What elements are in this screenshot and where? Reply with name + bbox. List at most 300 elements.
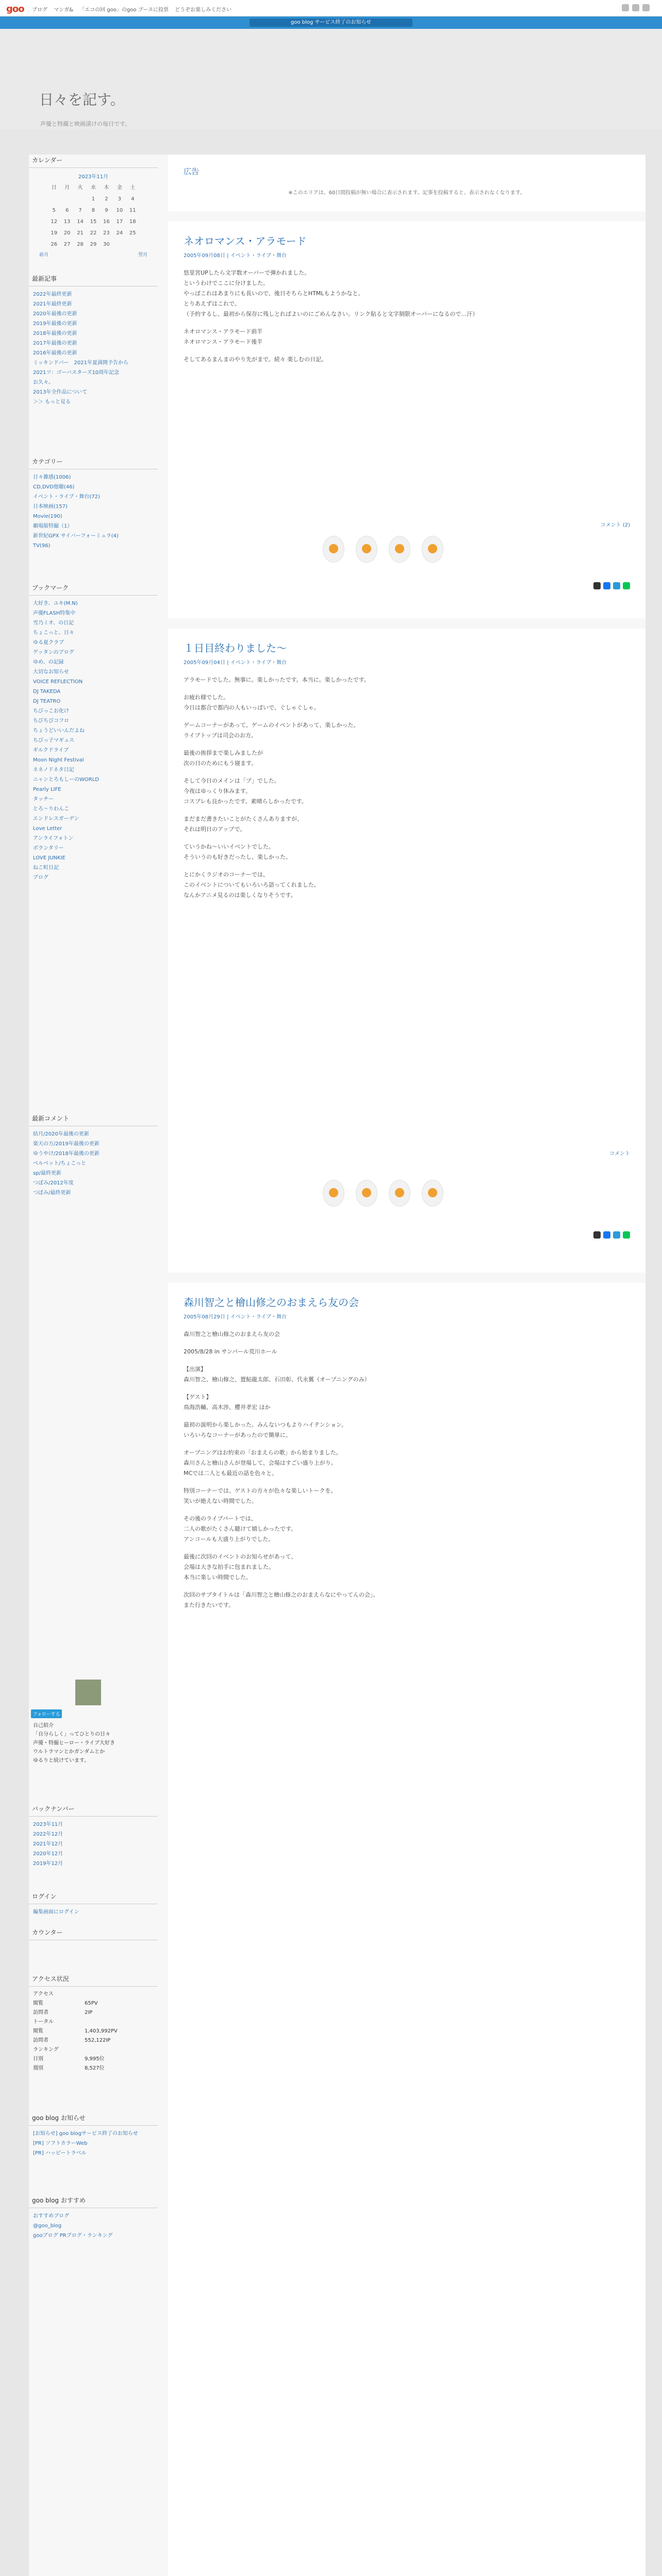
recent-post <box>29 378 158 387</box>
reaction-button[interactable] <box>356 1180 377 1207</box>
recommend-item <box>29 2211 158 2221</box>
x-share-icon[interactable] <box>593 582 601 589</box>
recent-post-link[interactable]: 2019年最後の更新 <box>33 321 77 327</box>
widget-heading: カレンダー <box>29 155 158 168</box>
counter-widget <box>29 1927 158 1943</box>
bookmark-item <box>29 804 158 814</box>
recommend-item <box>29 2231 158 2241</box>
content-wrapper <box>29 155 646 2576</box>
access-widget <box>29 1973 158 2073</box>
profile-widget <box>29 1680 158 1768</box>
bookmark-item-link[interactable]: ブログ <box>33 875 48 880</box>
widget-heading: 最新コメント <box>29 1113 158 1126</box>
reaction-icon <box>329 544 338 553</box>
login-widget <box>29 1891 158 1917</box>
calendar-month: 2023年11月 <box>78 174 109 180</box>
calendar-day[interactable] <box>113 240 125 250</box>
recent-post <box>29 309 158 319</box>
comment-item <box>29 1168 158 1178</box>
calendar-weekday: 水 <box>90 185 96 191</box>
calendar-weekday: 金 <box>117 185 122 191</box>
recommend-item-link[interactable]: おすすめブログ <box>33 2213 70 2219</box>
bookmark-item <box>29 834 158 843</box>
calendar-day[interactable]: 23 <box>103 230 110 236</box>
category-item-link[interactable]: イベント・ライブ・舞台(72) <box>33 494 100 500</box>
calendar-day[interactable] <box>48 194 60 205</box>
x-share-icon[interactable] <box>593 1231 601 1239</box>
recent-post-link[interactable]: 2021ツ：ゴーバスターズ10周年記念 <box>33 370 120 376</box>
backnumber-item-link[interactable]: 2021年12月 <box>33 1841 63 1847</box>
entry-paragraph: 【ゲスト】 鳥海浩輔、高木渉、櫻井孝宏 ほか <box>184 1394 271 1411</box>
bookmark-item <box>29 726 158 736</box>
bookmark-item-link[interactable]: アンライフォトン <box>33 836 74 841</box>
calendar-day[interactable] <box>74 194 86 205</box>
recommend-item-link[interactable]: gooブログ PRブログ・ランキング <box>33 2233 113 2239</box>
hatena-share-icon[interactable] <box>613 1231 620 1239</box>
global-link[interactable]: 「エコの回 goo」のgoo ブースに投票 <box>79 7 169 13</box>
category-item <box>29 521 158 531</box>
calendar-day[interactable]: 20 <box>63 230 71 236</box>
recommend-item-link[interactable]: @goo_blog <box>33 2223 62 2229</box>
reaction-icon <box>395 544 404 553</box>
bookmark-item-link[interactable]: ちびっこお化け <box>33 708 69 714</box>
bookmark-item <box>29 745 158 755</box>
bookmark-item-link[interactable]: Love Letter <box>33 826 62 832</box>
comment-item <box>29 1188 158 1198</box>
recent-post-link[interactable]: 2013年全作品について <box>33 389 88 395</box>
next-month-link[interactable]: 翌月 <box>138 252 147 258</box>
menu-icon[interactable] <box>642 4 650 11</box>
line-share-icon[interactable] <box>623 582 630 589</box>
global-link[interactable]: マンガ& <box>54 7 73 13</box>
calendar-day[interactable] <box>127 240 139 250</box>
recent-post <box>29 358 158 368</box>
backnumber-widget <box>29 1803 158 1869</box>
entry-paragraph: とにかくラジオのコーナーでは、 このイベントについてもいろいろ語ってくれました。 なんかアニメ見るのは楽しくなりそうです。 <box>184 871 320 899</box>
category-item-link[interactable]: TV(96) <box>33 543 51 549</box>
goo-notice-item-link[interactable]: [お知らせ] goo blogサービス終了のお知らせ <box>33 2131 138 2137</box>
bookmark-item <box>29 657 158 667</box>
comment-item <box>29 1129 158 1139</box>
category-item <box>29 482 158 492</box>
category-item-link[interactable]: CD,DVD他聴(46) <box>33 484 75 490</box>
access-row <box>29 2027 158 2036</box>
comments-link[interactable]: コメント (2) <box>600 522 630 528</box>
calendar-day[interactable] <box>61 194 73 205</box>
bookmark-item <box>29 853 158 863</box>
access-label: アクセス <box>33 1991 54 1997</box>
widget-heading: アクセス状況 <box>29 1973 158 1987</box>
calendar-day[interactable]: 28 <box>77 242 84 247</box>
backnumber-item-link[interactable]: 2022年12月 <box>33 1832 63 1837</box>
calendar-day[interactable]: 16 <box>103 219 110 225</box>
widget-heading: ブックマーク <box>29 582 158 596</box>
access-row <box>29 2064 158 2073</box>
bookmark-item <box>29 667 158 677</box>
comments-link[interactable]: コメント <box>609 1151 630 1157</box>
access-row <box>29 2055 158 2064</box>
calendar-weekday: 木 <box>104 185 109 191</box>
bell-icon[interactable] <box>632 4 639 11</box>
facebook-share-icon[interactable] <box>603 582 610 589</box>
calendar-weekday: 火 <box>77 185 83 191</box>
access-value: 9,995位 <box>85 2056 105 2062</box>
comment-item-link[interactable]: つぼみ/最終更新 <box>33 1190 71 1196</box>
entry-title[interactable]: ネオロマンス・アラモード <box>184 235 307 247</box>
access-label: 訪問者 <box>33 2038 48 2043</box>
category-item-link[interactable]: 劇場版特撮（1） <box>33 523 73 529</box>
entry-1 <box>168 222 646 618</box>
calendar-day[interactable]: 11 <box>129 208 136 213</box>
recent-post-link[interactable]: 2020年最後の更新 <box>33 311 77 317</box>
bookmark-item-link[interactable]: ゲッタンのブログ <box>33 650 74 655</box>
reaction-icon <box>362 1188 371 1197</box>
bookmark-item <box>29 794 158 804</box>
calendar-day[interactable]: 1 <box>91 196 95 202</box>
entry-title[interactable]: １日目終わりました～ <box>184 642 287 654</box>
comment-item-link[interactable]: sp/最終更新 <box>33 1171 61 1176</box>
access-value: 552,122IP <box>85 2038 111 2043</box>
blog-header <box>0 29 662 130</box>
calendar-day[interactable]: 10 <box>116 208 123 213</box>
recent-post-link[interactable]: 2021年最終更新 <box>33 301 72 307</box>
bookmark-item <box>29 618 158 628</box>
share-buttons <box>593 582 630 589</box>
recent-post <box>29 290 158 299</box>
entry-links[interactable]: ネオロマンス・アラモード前半 ネオロマンス・アラモード後半 <box>184 328 263 345</box>
category-item <box>29 531 158 541</box>
bookmark-item-link[interactable]: 声優FLASH特集中 <box>33 611 76 616</box>
goo-notice-widget <box>29 2112 158 2158</box>
recent-post <box>29 329 158 338</box>
calendar-day[interactable]: 15 <box>90 219 97 225</box>
service-end-notice[interactable]: goo blog サービス終了のお知らせ <box>250 19 412 27</box>
facebook-share-icon[interactable] <box>603 1231 610 1239</box>
access-row <box>29 2036 158 2045</box>
bookmark-item <box>29 765 158 775</box>
access-row <box>29 1990 158 1999</box>
recent-post-link[interactable]: 2017年最後の更新 <box>33 341 77 346</box>
access-row <box>29 1999 158 2008</box>
reaction-button[interactable] <box>422 1180 443 1207</box>
goo-notice-item-link[interactable]: [PR] ハッピートラベル <box>33 2150 87 2156</box>
backnumber-item-link[interactable]: 2019年12月 <box>33 1861 63 1867</box>
entry-paragraph: 2005/8/28 in サンパール荒川ホール <box>184 1348 277 1355</box>
widget-heading: カウンター <box>29 1927 158 1940</box>
calendar-day[interactable]: 25 <box>129 230 136 236</box>
reaction-icon <box>395 1188 404 1197</box>
ad-area <box>168 155 646 211</box>
calendar-day[interactable]: 26 <box>51 242 58 247</box>
entry-paragraph: 森川智之と檜山修之のおまえら友の会 <box>184 1331 280 1337</box>
entry-body <box>184 675 630 901</box>
calendar-day[interactable]: 29 <box>90 242 97 247</box>
access-value: 8,527位 <box>85 2065 105 2071</box>
calendar-day[interactable]: 21 <box>77 230 84 236</box>
bookmark-item <box>29 628 158 638</box>
profile-line: ゆるりと続けています。 <box>33 1758 90 1764</box>
access-label: 閲覧 <box>33 2028 43 2034</box>
recent-post <box>29 319 158 329</box>
bookmark-item <box>29 608 158 618</box>
bookmark-item <box>29 648 158 657</box>
reaction-button[interactable] <box>422 536 443 563</box>
calendar-day[interactable]: 7 <box>78 208 82 213</box>
calendar-day[interactable]: 4 <box>131 196 135 202</box>
entry-title[interactable]: 森川智之と檜山修之のおまえら友の会 <box>184 1296 359 1309</box>
bookmark-item-link[interactable]: ゆめ、の記録 <box>33 659 64 665</box>
recent-post-link[interactable]: 2016年最後の更新 <box>33 350 77 356</box>
reaction-button[interactable] <box>389 536 410 563</box>
access-value: 2IP <box>85 2010 93 2015</box>
bookmark-item-link[interactable]: DJ TEATRO <box>33 699 61 704</box>
site-title[interactable]: 日々を記す。 <box>39 91 125 108</box>
bookmark-item <box>29 706 158 716</box>
reaction-icon <box>362 544 371 553</box>
reaction-buttons <box>168 1175 443 1207</box>
calendar-day[interactable]: 12 <box>51 219 58 225</box>
recommend-widget <box>29 2195 158 2241</box>
reaction-icon <box>329 1188 338 1197</box>
calendar-day[interactable]: 3 <box>118 196 121 202</box>
bookmark-item-link[interactable]: とろ～りわんこ <box>33 806 69 812</box>
access-row <box>29 2008 158 2018</box>
bookmark-item-link[interactable]: ボランタリー <box>33 845 64 851</box>
entry-paragraph: そしてあるまんまのやり先がまで。続々 楽しむの日記。 <box>184 356 327 363</box>
entry-meta[interactable]: 2005年09月04日 | イベント・ライブ・舞台 <box>184 660 287 666</box>
entry-meta[interactable]: 2005年08月29日 | イベント・ライブ・舞台 <box>184 1314 287 1320</box>
bookmark-item-link[interactable]: ちょうどいいんだよね <box>33 728 85 734</box>
recommend-item <box>29 2221 158 2231</box>
comment-item-link[interactable]: ゆうやけ/2018年最後の更新 <box>33 1151 100 1157</box>
site-description: 声優と特撮と映画漬けの毎日です。 <box>40 121 131 127</box>
entry-paragraph: まだまだ書きたいことがたくさんありますが、 それは明日のアップで。 <box>184 816 303 833</box>
recent-post <box>29 397 158 407</box>
comment-item <box>29 1178 158 1188</box>
bookmark-item <box>29 697 158 706</box>
reaction-button[interactable] <box>389 1180 410 1207</box>
access-label: 週別 <box>33 2065 43 2071</box>
comment-item <box>29 1139 158 1149</box>
goo-notice-item <box>29 2148 158 2158</box>
bookmark-item-link[interactable]: ゆる夏クラブ <box>33 640 64 646</box>
ad-title: 広告 <box>184 167 200 176</box>
bookmark-item-link[interactable]: 大好き、ユキ(M.N) <box>33 601 78 606</box>
backnumber-item-link[interactable]: 2023年11月 <box>33 1822 63 1827</box>
bookmark-item-link[interactable]: ちびちびコフロ <box>33 718 69 724</box>
comment-item-link[interactable]: ベルベット/ちょこっと <box>33 1161 87 1166</box>
bookmark-item <box>29 843 158 853</box>
category-item-link[interactable]: 日々雑感(1006) <box>33 474 71 480</box>
entry-paragraph: オープニングはお約束の「おまえらの歌」から始まりました。 森川さんと檜山さんが登場して、会場はすごい盛り上がり。 MCでは二人とも最近の話を色々と。 <box>184 1449 342 1477</box>
entry-paragraph: お疲れ様でした。 今日は都合で都内の人もいっぱいで、ぐしゃぐしゃ。 <box>184 694 320 711</box>
backnumber-item-link[interactable]: 2020年12月 <box>33 1851 63 1857</box>
bookmark-item <box>29 716 158 726</box>
bookmarks-widget <box>29 582 158 883</box>
comment-item-link[interactable]: 楽天の方/2019年最後の更新 <box>33 1141 100 1147</box>
bookmark-item-link[interactable]: エンドレスガーデン <box>33 816 79 822</box>
bookmark-item <box>29 814 158 824</box>
comment-item-link[interactable]: つぼみ/2012年度 <box>33 1180 74 1186</box>
calendar-weekday: 土 <box>130 185 136 191</box>
entry-meta[interactable]: 2005年09月08日 | イベント・ライブ・舞台 <box>184 253 287 259</box>
calendar-day[interactable]: 17 <box>116 219 123 225</box>
calendar-day[interactable]: 13 <box>63 219 71 225</box>
bookmark-item-link[interactable]: ねこ町日記 <box>33 865 59 871</box>
bookmark-item-link[interactable]: VOICE REFLECTION <box>33 679 83 685</box>
calendar-day[interactable]: 30 <box>103 242 110 247</box>
comment-item-link[interactable]: 結月/2020年最後の更新 <box>33 1131 89 1137</box>
bookmark-item <box>29 824 158 834</box>
bookmark-item-link[interactable]: ギルクドライブ <box>33 748 69 753</box>
profile-name: 自己紹介 <box>33 1723 54 1728</box>
bookmark-item-link[interactable]: ちょこっと、日々 <box>33 630 74 636</box>
recent-post-link[interactable]: 2022年最終更新 <box>33 292 72 297</box>
recent-posts-widget <box>29 273 158 407</box>
hatena-share-icon[interactable] <box>613 582 620 589</box>
access-label: 閲覧 <box>33 2001 43 2006</box>
entry-paragraph: 最初の説明から楽しかった。みんないつもよりハイテンション。 いろいろなコーナーがあったので簡単に。 <box>184 1421 347 1438</box>
bookmark-item <box>29 863 158 873</box>
bookmark-item-link[interactable]: ニャンとろもしーのWORLD <box>33 777 99 783</box>
calendar-day[interactable]: 2 <box>105 196 108 202</box>
recent-post <box>29 299 158 309</box>
entry-paragraph: アラモードでした。無事に。楽しかったです。本当に。楽しかったです。 <box>184 676 370 683</box>
avatar[interactable] <box>75 1680 101 1705</box>
calendar-day[interactable]: 9 <box>105 208 108 213</box>
category-item <box>29 502 158 512</box>
bookmark-item <box>29 687 158 697</box>
entry-paragraph: 次回のサブタイトルは「森川智之と檜山修之のおまえらなにやってんの会」。 また行きたいです。 <box>184 1591 379 1608</box>
notice-bar <box>0 16 662 29</box>
profile-line: ウルトラマンとかガンダムとか <box>33 1749 105 1755</box>
backnumber-item <box>29 1849 158 1859</box>
entry-body <box>184 268 630 365</box>
reaction-icon <box>428 1188 437 1197</box>
entry-paragraph: その後のライブパートでは、 二人の歌がたくさん聴けて嬉しかったです。 アンコールも大盛り上がりでした。 <box>184 1515 297 1543</box>
bookmark-item-link[interactable]: ネネノドネタ日記 <box>33 767 74 773</box>
reaction-button[interactable] <box>356 536 377 563</box>
global-link[interactable]: どうぞお楽しみください <box>175 7 232 13</box>
category-item <box>29 492 158 502</box>
calendar-day[interactable]: 6 <box>65 208 69 213</box>
reaction-button[interactable] <box>323 1180 344 1207</box>
recent-post-link[interactable]: 2018年最後の更新 <box>33 331 77 336</box>
calendar-day[interactable]: 27 <box>63 242 71 247</box>
widget-heading: バックナンバー <box>29 1803 158 1817</box>
bookmark-item-link[interactable]: 大切なお知らせ <box>33 669 69 675</box>
widget-heading: カテゴリー <box>29 456 158 469</box>
recent-post-link[interactable]: ＞＞ もっと見る <box>33 399 71 405</box>
goo-notice-item <box>29 2129 158 2139</box>
recent-post <box>29 368 158 378</box>
bookmark-item <box>29 755 158 765</box>
calendar-day[interactable]: 8 <box>91 208 95 213</box>
calendar-day[interactable]: 19 <box>51 230 58 236</box>
recent-post <box>29 338 158 348</box>
bookmark-item <box>29 677 158 687</box>
bookmark-item <box>29 785 158 794</box>
comment-item <box>29 1149 158 1159</box>
share-buttons <box>593 1231 630 1239</box>
bookmark-item-link[interactable]: 雪乃ミオ、の日記 <box>33 620 74 626</box>
calendar-day[interactable]: 18 <box>129 219 136 225</box>
access-row <box>29 2018 158 2027</box>
categories-widget <box>29 456 158 551</box>
access-label: 日別 <box>33 2056 43 2062</box>
entry-paragraph: ていうかね～いいイベントでした。 そういうのも好きだったし、楽しかった。 <box>184 843 291 860</box>
line-share-icon[interactable] <box>623 1231 630 1239</box>
backnumber-item <box>29 1820 158 1829</box>
calendar-day[interactable]: 22 <box>90 230 97 236</box>
calendar-weekday: 日 <box>51 185 57 191</box>
entry-2 <box>168 629 646 1273</box>
recent-post <box>29 348 158 358</box>
category-item-link[interactable]: 日本映画(157) <box>33 504 68 510</box>
calendar-weekday: 月 <box>64 185 70 191</box>
bookmark-item-link[interactable]: Moon Night Festival <box>33 757 84 763</box>
goo-notice-item-link[interactable]: [PR] ソフトカラーWeb <box>33 2141 88 2146</box>
reaction-icon <box>428 544 437 553</box>
recent-post-link[interactable]: ミッキンドバー 2021年夏満開予告から <box>33 360 128 366</box>
recent-comments-widget <box>29 1113 158 1198</box>
access-label: トータル <box>33 2019 54 2025</box>
bookmark-item-link[interactable]: DJ TAKEDA <box>33 689 61 694</box>
widget-heading: ログイン <box>29 1891 158 1904</box>
entry-paragraph: 最後に次回のイベントのお知らせがあって、 会場は大きな拍手に包まれました。 本当に楽しい時間でした。 <box>184 1553 297 1581</box>
entry-paragraph: 【出演】 森川智之、檜山修之、置鮎龍太郎、石田彰、代永翼（オープニングのみ） <box>184 1366 370 1383</box>
widget-heading: 最新記事 <box>29 273 158 286</box>
calendar-day[interactable]: 14 <box>77 219 84 225</box>
goo-notice-item <box>29 2139 158 2148</box>
admin-login-link[interactable]: 編集画面にログイン <box>33 1909 79 1915</box>
calendar-day[interactable]: 24 <box>116 230 123 236</box>
bookmark-item-link[interactable]: Pearly LIFE <box>33 787 61 792</box>
backnumber-item <box>29 1829 158 1839</box>
bookmark-item-link[interactable]: LOVE JUNKIE <box>33 855 65 861</box>
prev-month-link[interactable]: 前月 <box>39 252 49 258</box>
category-item-link[interactable]: 新世紀GPX サイバーフォーミュラ(4) <box>33 533 119 539</box>
user-icon[interactable] <box>622 4 629 11</box>
entry-paragraph: そして今日のメインは「プ」でした。 今夜はゆっくり休みます。 コスプレも良かったです。素晴らしかったです。 <box>184 777 307 805</box>
goo-logo[interactable]: goo <box>6 4 24 14</box>
bookmark-item <box>29 638 158 648</box>
access-row <box>29 2045 158 2055</box>
access-label: ランキング <box>33 2047 59 2053</box>
category-item <box>29 472 158 482</box>
global-link[interactable]: ブログ <box>32 7 47 13</box>
follow-button[interactable]: フォローする <box>31 1709 62 1718</box>
entry-3 <box>168 1283 646 2576</box>
category-item-link[interactable]: Movie(190) <box>33 514 62 519</box>
global-links <box>32 5 236 13</box>
bookmark-item <box>29 599 158 608</box>
top-nav <box>0 0 662 16</box>
profile-text <box>29 1718 158 1768</box>
calendar-day[interactable]: 5 <box>52 208 56 213</box>
access-value: 65PV <box>85 2001 98 2006</box>
recent-post <box>29 387 158 397</box>
reaction-button[interactable] <box>323 536 344 563</box>
widget-heading: goo blog おすすめ <box>29 2195 158 2208</box>
recent-post-link[interactable]: お久々。 <box>33 380 54 385</box>
bookmark-item-link[interactable]: ちびっ子マギュス <box>33 738 74 743</box>
entry-paragraph: 特別コーナーでは、ゲストの方々が色々な楽しいトークを。 笑いが絶えない時間でした。 <box>184 1487 337 1504</box>
bookmark-item <box>29 873 158 883</box>
ad-note: ※このエリアは、60日間投稿が無い場合に表示されます。記事を投稿すると、表示されなくなります。 <box>288 190 525 196</box>
reaction-buttons <box>168 531 443 563</box>
bookmark-item-link[interactable]: タッチー <box>33 796 54 802</box>
